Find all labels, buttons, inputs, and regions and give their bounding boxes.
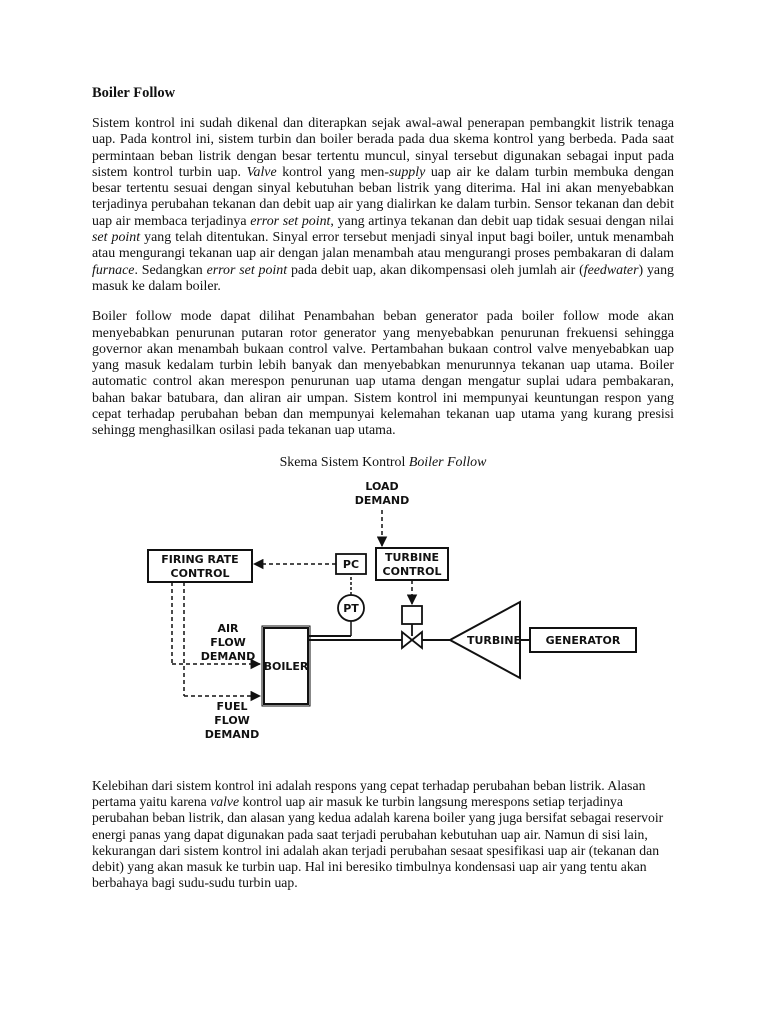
- fuel-flow-label-2: FLOW: [214, 713, 250, 727]
- air-flow-label-2: FLOW: [210, 635, 246, 649]
- text-run: uap air ke dalam turbin membuka dengan besar tertentu sesuai dengan sinyal kebutuhan beban listrik yang diterima. Hal ini akan menyebabkan terjadinya perubahan tekanan dan debit uap air yang dialirkan ke dalam turbin. Sensor tekanan dan debit uap air membaca terjadinya: [92, 164, 674, 229]
- text-run: . Sedangkan: [134, 262, 207, 278]
- text-run: yang telah ditentukan. Sinyal error tersebut menjadi sinyal input bagi boiler, untuk menambah atau mengurangi tekanan uap air dengan jalan menambah atau mengurangi proses pembakaran di dalam: [92, 230, 674, 262]
- valve-actuator: [402, 606, 422, 624]
- caption-prefix: Skema Sistem Kontrol: [279, 454, 409, 470]
- text-run: kontrol yang men-: [276, 164, 389, 180]
- text-run: kontrol uap air masuk ke turbin langsung merespons setiap terjadinya perubahan beban listrik, dan alasan yang kedua adalah karena boiler yang juga bersifat sebagai reservoir energi panas yang dapat digunakan pada saat terjadi perubahan kebutuhan uap air. Namun di sisi lain, kekurangan dari sistem kontrol ini adalah akan terjadi perubahan sesaat spesifikasi uap air (tekanan dan debit) yang akan masuk ke turbin uap. Hal ini beresiko timbulnya kondensasi uap air yang tentu akan berbahaya bagi sudu-sudu turbin uap.: [92, 793, 664, 891]
- load-demand-label-1: LOAD: [365, 481, 399, 493]
- control-valve-icon-right: [412, 632, 422, 648]
- italic-term: Valve: [246, 164, 277, 180]
- figure-caption: [92, 454, 674, 472]
- control-valve-icon: [402, 632, 412, 648]
- italic-term: furnace: [92, 262, 135, 278]
- document-page: [92, 84, 674, 906]
- paragraph-1: [92, 116, 674, 295]
- italic-term: set point: [92, 230, 141, 246]
- pt-label: PT: [343, 601, 359, 615]
- turbine-label: TURBINE: [466, 633, 522, 647]
- boiler-label: BOILER: [263, 659, 309, 673]
- firing-rate-label-2: CONTROL: [170, 566, 230, 580]
- fuel-flow-label-3: DEMAND: [204, 727, 260, 741]
- fuel-flow-label-1: FUEL: [216, 699, 248, 713]
- italic-term: supply: [389, 164, 426, 180]
- section-title: Boiler Follow: [92, 85, 176, 101]
- boiler-follow-diagram: [132, 482, 672, 752]
- caption-italic: Boiler Follow: [408, 454, 487, 470]
- paragraph-2: Boiler follow mode dapat dilihat Penambahan beban generator pada boiler follow mode akan menyebabkan penurunan putaran rotor generator yang menyebabkan penurunan frekuensi sehingga governor akan menambah bukaan control valve. Pertambahan bukaan control valve menyebabkan uap yang masuk kedalam turbin lebih banyak dan menyebabkan menurunnya tekanan uap utama. Boiler automatic control akan merespon penurunan uap utama dengan mengatur suplai udara pembakaran, bahan bakar batubara, dan aliran air umpan. Sistem kontrol ini mempunyai keuntungan respon yang cepat terhadap perubahan beban dan mempunyai kelemahan tekanan uap utama yang kurang presisi sehingg menghasilkan osilasi pada tekanan uap utama.: [92, 309, 674, 439]
- text-run: Kelebihan dari sistem kontrol ini adalah respons yang cepat terhadap perubahan beban listrik. Alasan pertama yaitu karena: [92, 777, 646, 809]
- text-run: Sistem kontrol ini sudah dikenal dan diterapkan sejak awal-awal penerapan pembangkit listrik tenaga uap. Pada kontrol ini, sistem turbin dan boiler berada pada dua skema kontrol yang berbeda. Pada saat permintaan beban listrik dengan besar tertentu muncul, sinyal tersebut digunakan sebagai input pada sistem kontrol turbin uap.: [92, 116, 674, 180]
- load-demand-label-2: DEMAND: [354, 493, 410, 507]
- air-flow-label-3: DEMAND: [200, 649, 256, 663]
- text-run: ) yang masuk ke dalam boiler.: [92, 262, 674, 294]
- turbine-control-label-1: TURBINE: [384, 550, 440, 564]
- italic-term: error set point: [206, 262, 288, 278]
- turbine-control-label-2: CONTROL: [382, 564, 442, 578]
- text-run: pada debit uap, akan dikompensasi oleh jumlah air (: [287, 262, 584, 278]
- paragraph-3: [92, 778, 674, 892]
- generator-label: GENERATOR: [545, 633, 621, 647]
- firing-rate-label-1: FIRING RATE: [161, 552, 239, 566]
- italic-term: feedwater: [583, 262, 639, 278]
- pc-label: PC: [342, 557, 360, 571]
- italic-term: valve: [210, 793, 240, 809]
- text-run: , yang artinya tekanan dan debit uap tidak sesuai dengan nilai: [330, 213, 674, 229]
- italic-term: error set point: [250, 213, 331, 229]
- air-flow-label-1: AIR: [217, 621, 239, 635]
